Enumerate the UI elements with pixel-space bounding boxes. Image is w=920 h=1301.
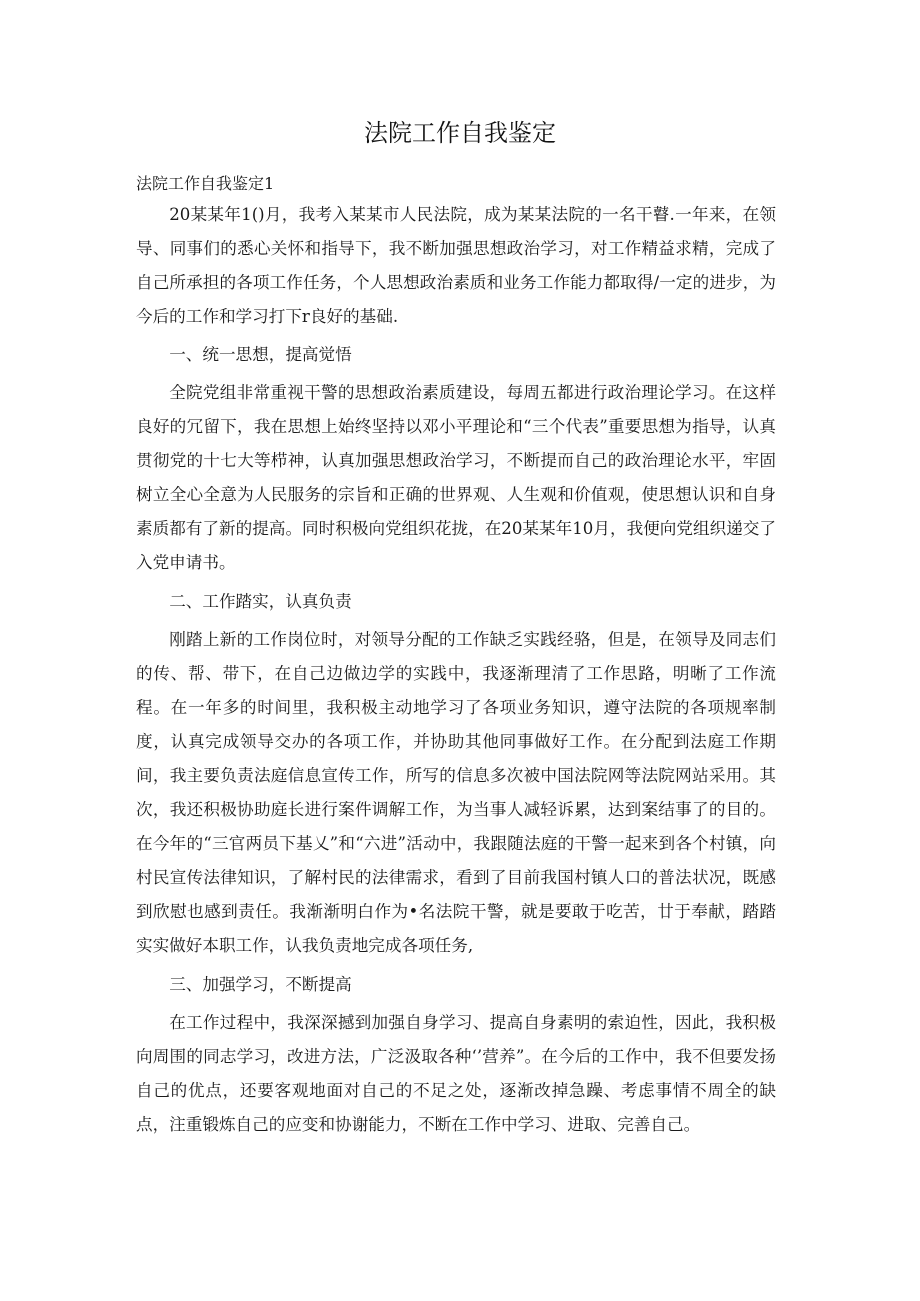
- section-paragraph-2: 刚踏上新的工作岗位时，对领导分配的工作缺乏实践经骆，但是，在领导及同志们的传、帮、带下，在自己边做边学的实践中，我逐渐理清了工作思路，明晰了工作流程。在一年多的时间里，我积极主动地学习了各项业务知识，遵守法院的各项规率制度，认真完成领导交办的各项工作，并协助其他同事做好工作。在分配到法庭工作期间，我主要负责法庭信息宣传工作，所写的信息多次被中国法院网等法院网站采用。其次，我还积极协助庭长进行案件调解工作，为当事人减轻诉累，达到案结事了的目的。在今年的“三官两员下基乂”和“六进”活动中，我跟随法庭的干警一起来到各个村镇，向村民宣传法律知识，了解村民的法律需求，看到了目前我国村镇人口的普法状况，既感到欣慰也感到责任。我渐渐明白作为•名法院干警，就是要敢于吃苦，廿于奉献，踏踏实实做好本职工作，认我负责地完成各项任务,: [136, 630, 776, 955]
- document-subtitle: 法院工作自我鉴定1: [136, 174, 275, 193]
- section-paragraph-1: 全院党组非常重视干警的思想政治素质建设，每周五都进行政治理论学习。在这样良好的冗留下，我在思想上始终坚持以邓小平理论和“三个代表”重要思想为指导，认真贯彻党的十七大等栉神，认真加强思想政治学习，不断提而自己的政治理论水平，牢固树立全心全意为人民服务的宗旨和正确的世界观、人生观和价值观，使思想认识和自身素质都有了新的提高。同时积极向党组织花拢，在20某某年10月，我便向党组织递交了入党申请书。: [136, 383, 776, 572]
- section-heading-3: 三、加强学习，不断提高: [169, 975, 352, 994]
- section-heading-2: 二、工作踏实，认真负责: [169, 592, 352, 611]
- section-paragraph-3: 在工作过程中，我深深撼到加强自身学习、提高自身素明的索迫性，因此，我积极向周围的同志学习，改进方法，广泛汲取各种‘’营养”。在今后的工作中，我不但要发扬自己的优点，还要客观地面对自己的不足之处，逐渐改掉急躁、考虑事情不周全的缺点，注重锻炼自己的应变和协谢能力，不断在工作中学习、进取、完善自己。: [136, 1013, 776, 1134]
- document-title: 法院工作自我鉴定: [364, 119, 556, 147]
- document-body: [136, 198, 776, 1142]
- intro-paragraph: 20某某年1()月，我考入某某市人民法院，成为某某法院的一名干瞽.一年来，在领导、同事们的悉心关怀和指导下，我不断加强思想政治学习，对工作精益求精，完成了自己所承担的各项工作任务，个人思想政治素质和业务工作能力都取得/一定的进步，为今后的工作和学习打下r良好的基础.: [136, 205, 776, 326]
- section-heading-1: 一、统一思想，提高觉悟: [169, 345, 352, 364]
